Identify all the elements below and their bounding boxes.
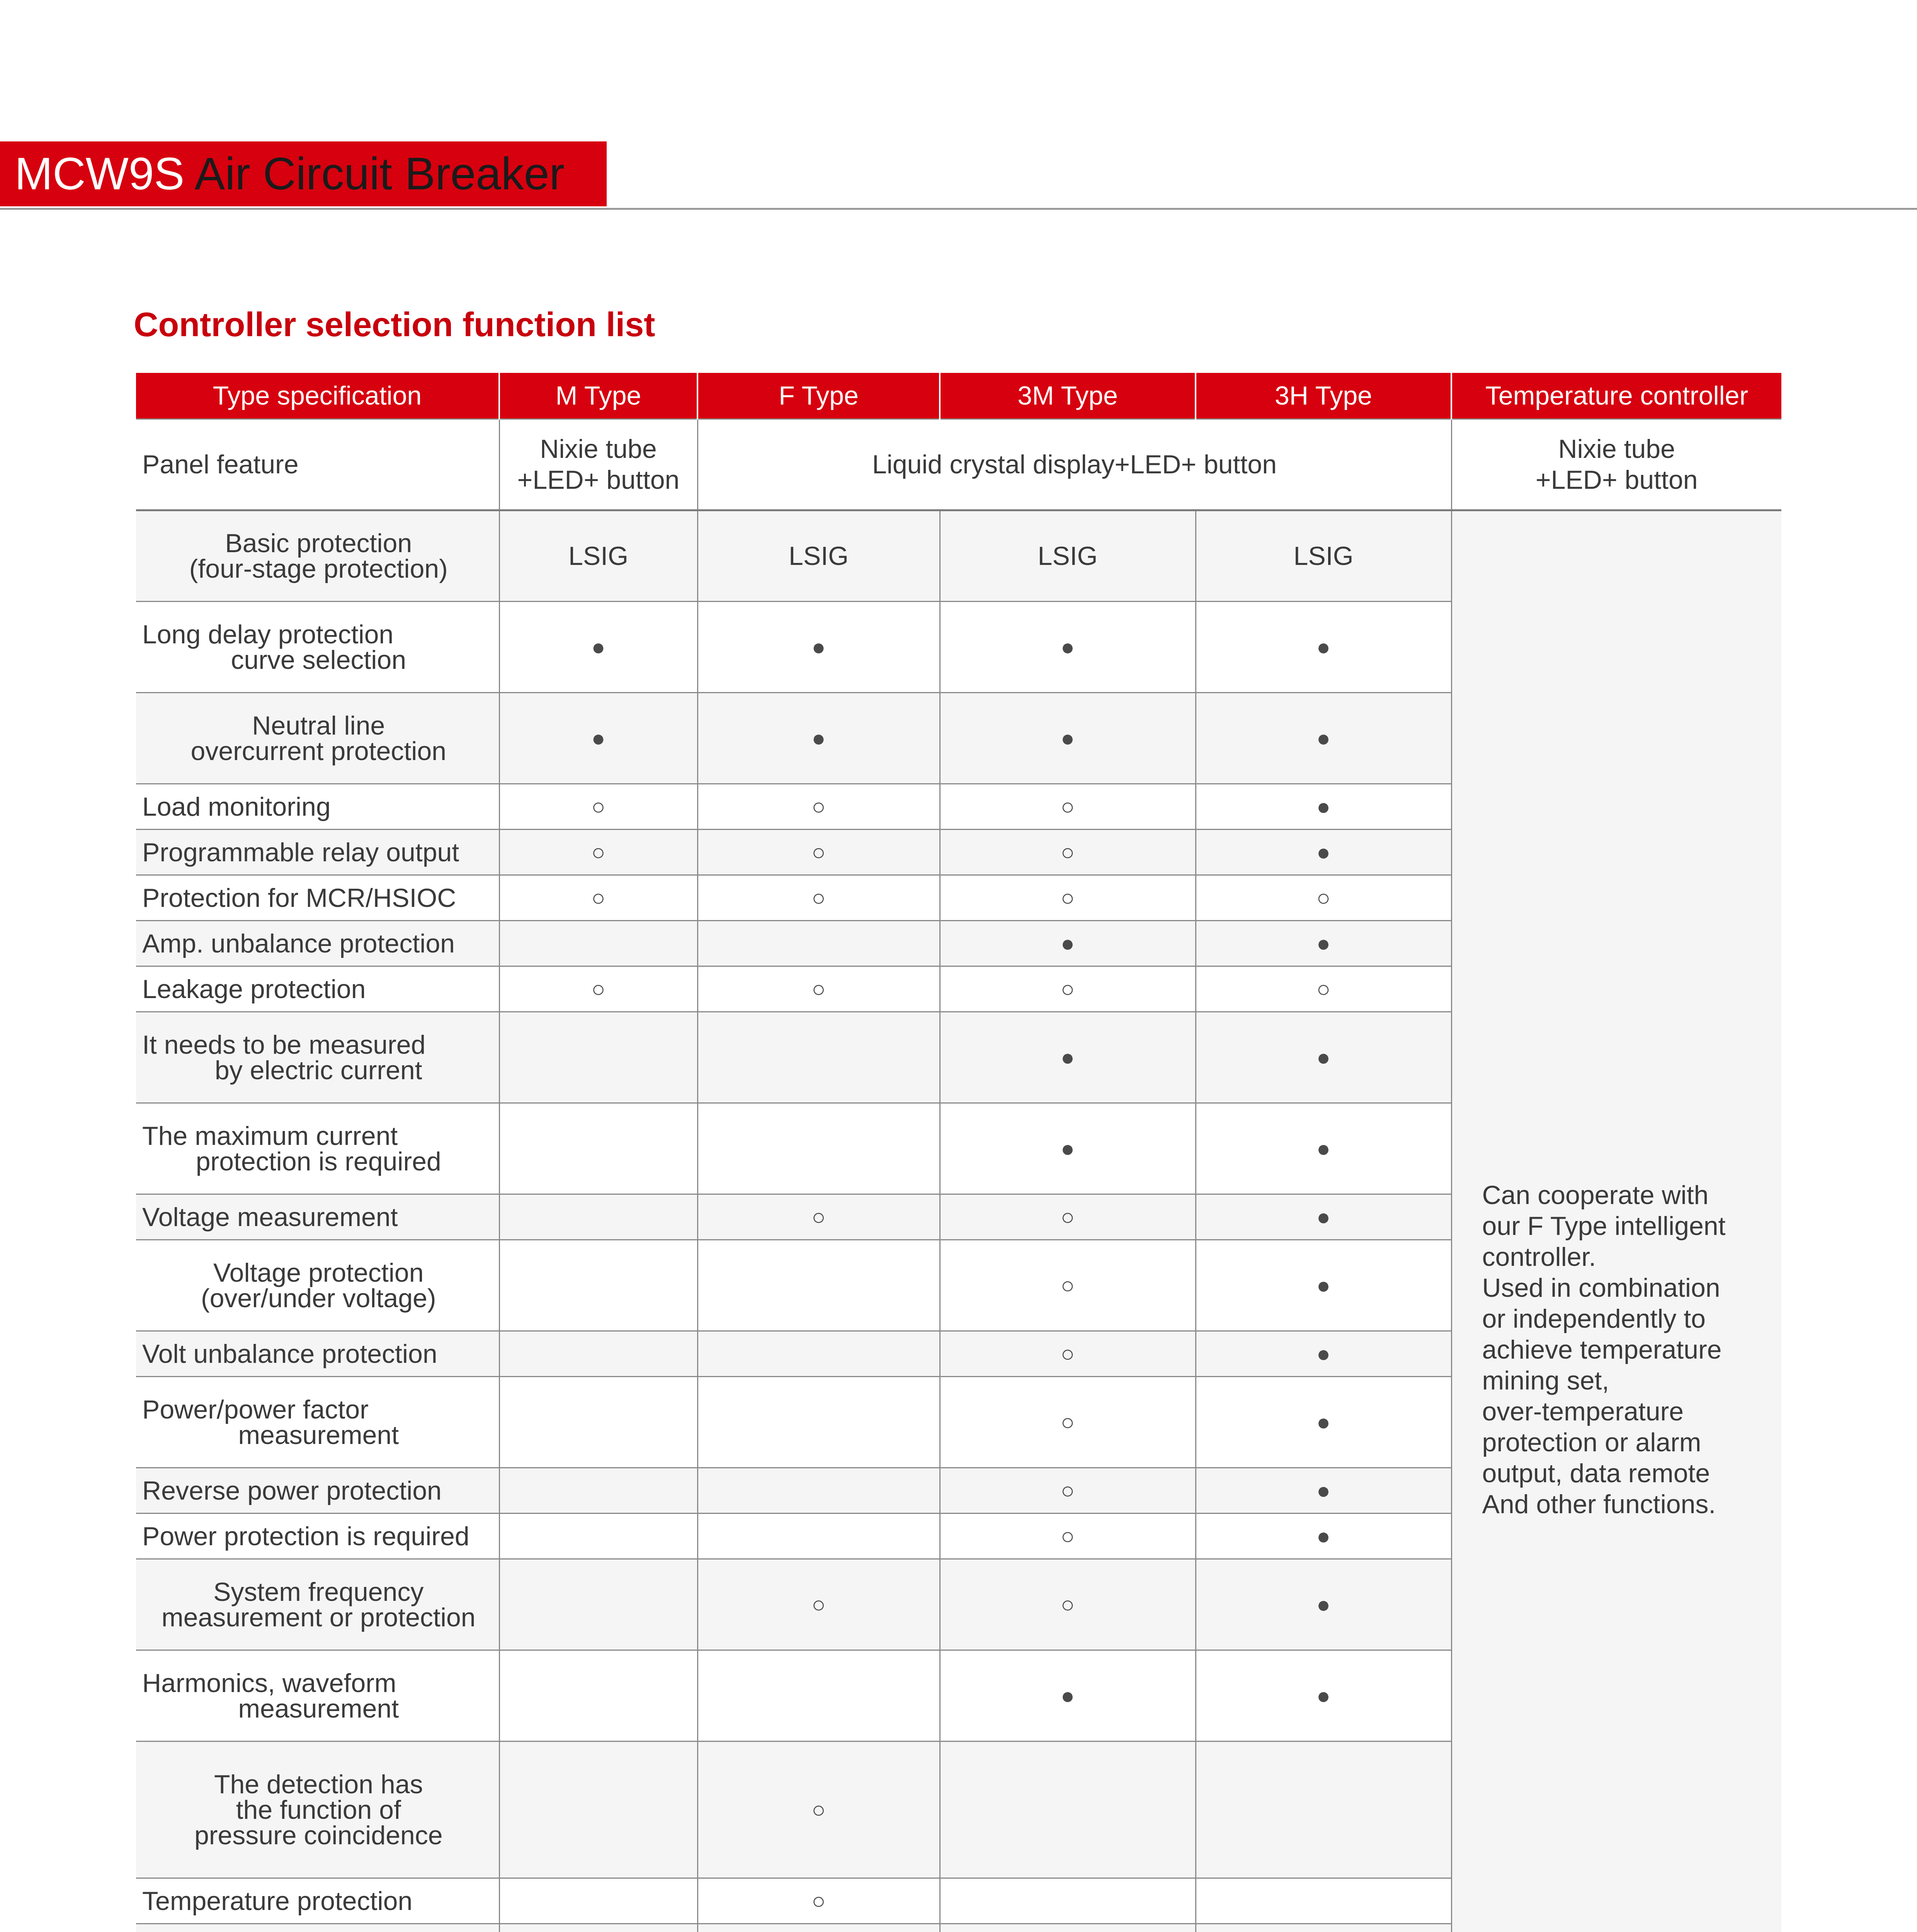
- row-label: [136, 1103, 499, 1194]
- note-line: mining set,: [1482, 1366, 1609, 1395]
- table-cell: ●: [1196, 784, 1451, 830]
- section-title: Controller selection function list: [134, 305, 655, 344]
- table-cell: [940, 1878, 1196, 1924]
- table-cell: [697, 1377, 940, 1468]
- row-label: [136, 419, 499, 510]
- table-cell: ●: [940, 1650, 1196, 1742]
- table-cell: LSIG: [1196, 510, 1451, 602]
- row-label: [136, 1514, 499, 1559]
- row-label-line: Basic protection: [225, 529, 412, 558]
- table-cell: ○: [940, 830, 1196, 875]
- row-label-line: Harmonics, waveform: [142, 1668, 396, 1698]
- table-cell: [499, 1012, 697, 1103]
- table-cell: [1196, 1924, 1451, 1932]
- table-cell: [499, 1514, 697, 1559]
- note-line: achieve temperature: [1482, 1335, 1722, 1364]
- table-cell: [499, 1331, 697, 1377]
- row-label-line: The detection has: [214, 1769, 423, 1799]
- header-product: Air Circuit Breaker: [184, 148, 565, 199]
- column-header: M Type: [499, 373, 697, 419]
- table-cell: ●: [1196, 1240, 1451, 1331]
- row-label-line: (four-stage protection): [189, 554, 448, 583]
- table-cell: ○: [940, 966, 1196, 1012]
- table-cell: ●: [1196, 1559, 1451, 1650]
- table-cell: [1196, 1878, 1451, 1924]
- table-cell: [697, 1514, 940, 1559]
- table-cell: ○: [697, 1742, 940, 1878]
- table-cell: ○: [697, 966, 940, 1012]
- table-cell: [1451, 419, 1781, 510]
- row-label-line: Temperature protection: [142, 1886, 413, 1916]
- row-label: [136, 602, 499, 693]
- row-label: [136, 1742, 499, 1878]
- note-line: Used in combination: [1482, 1273, 1720, 1303]
- row-label: [136, 1559, 499, 1650]
- row-label-line: System frequency: [213, 1577, 424, 1607]
- row-label-line: measurement or protection: [161, 1602, 476, 1632]
- note-line: output, data remote: [1482, 1459, 1710, 1488]
- table-cell: ●: [1196, 1103, 1451, 1194]
- row-label-line: measurement: [238, 1694, 399, 1723]
- note-line: our F Type intelligent: [1482, 1211, 1726, 1241]
- table-cell: [697, 1331, 940, 1377]
- table-cell: ●: [499, 693, 697, 784]
- table-cell: ●: [1196, 1377, 1451, 1468]
- table-cell: ●: [940, 602, 1196, 693]
- row-label-line: Volt unbalance protection: [142, 1339, 437, 1369]
- row-label: [136, 784, 499, 830]
- row-label-line: Protection for MCR/HSIOC: [142, 883, 456, 913]
- row-label-line: Programmable relay output: [142, 837, 459, 867]
- table-cell: ●: [499, 602, 697, 693]
- column-header: 3H Type: [1196, 373, 1451, 419]
- table-row-panel-feature: [136, 419, 1781, 510]
- column-header: 3M Type: [940, 373, 1196, 419]
- note-line: Can cooperate with: [1482, 1180, 1709, 1210]
- table-cell: [499, 1240, 697, 1331]
- row-label-line: Voltage protection: [213, 1258, 424, 1287]
- row-label-line: Reverse power protection: [142, 1476, 442, 1505]
- column-header: Type specification: [136, 373, 499, 419]
- header-model: MCW9S: [15, 148, 185, 199]
- table-cell: ○: [940, 784, 1196, 830]
- table-cell: Liquid crystal display+LED+ button: [697, 419, 1451, 510]
- table-cell: [499, 1924, 697, 1932]
- row-label-line: It needs to be measured: [142, 1030, 426, 1060]
- table-cell: ○: [940, 1514, 1196, 1559]
- row-label-line: Load monitoring: [142, 792, 331, 821]
- table-cell: ○: [940, 1194, 1196, 1240]
- row-label: [136, 1240, 499, 1331]
- table-cell: [697, 1650, 940, 1742]
- table-cell: ●: [940, 693, 1196, 784]
- cell-line: Nixie tube: [1558, 434, 1675, 464]
- note-line: over-temperature: [1482, 1397, 1684, 1426]
- table-cell: [499, 1377, 697, 1468]
- row-label: [136, 921, 499, 966]
- table-cell: [499, 1878, 697, 1924]
- row-label-line: Leakage protection: [142, 974, 366, 1004]
- table-cell: [499, 1559, 697, 1650]
- row-label: [136, 693, 499, 784]
- note-line: protection or alarm: [1482, 1428, 1701, 1457]
- table-cell: ●: [1196, 921, 1451, 966]
- row-label-line: (over/under voltage): [201, 1283, 436, 1313]
- column-header: Temperature controller: [1451, 373, 1781, 419]
- table-cell: [697, 1012, 940, 1103]
- row-label: [136, 1924, 499, 1932]
- table-cell: ○: [940, 875, 1196, 921]
- table-cell: ●: [940, 921, 1196, 966]
- row-label: [136, 1878, 499, 1924]
- row-label-line: Power protection is required: [142, 1521, 469, 1551]
- table-cell: ○: [940, 1331, 1196, 1377]
- table-cell: LSIG: [940, 510, 1196, 602]
- table-cell: ○: [1196, 875, 1451, 921]
- table-cell: [499, 1103, 697, 1194]
- note-line: And other functions.: [1482, 1490, 1716, 1519]
- table-cell: ○: [499, 784, 697, 830]
- header-divider: [0, 208, 1917, 210]
- table-cell: [499, 1468, 697, 1514]
- table-cell: [697, 921, 940, 966]
- table-cell: ○: [697, 784, 940, 830]
- table-cell: [499, 419, 697, 510]
- table-cell: [697, 1468, 940, 1514]
- cell-line: Nixie tube: [540, 434, 657, 464]
- table-cell: ●: [1196, 1650, 1451, 1742]
- row-label-line: The maximum current: [142, 1121, 398, 1151]
- table-cell: ○: [940, 1240, 1196, 1331]
- note-line: or independently to: [1482, 1304, 1706, 1333]
- row-label-line: Panel feature: [142, 450, 299, 479]
- table-cell: ●: [940, 1012, 1196, 1103]
- row-label: [136, 1377, 499, 1468]
- table-cell: ●: [1196, 830, 1451, 875]
- cell-line: +LED+ button: [517, 465, 680, 495]
- table-cell: [499, 1194, 697, 1240]
- row-label-line: Voltage measurement: [142, 1202, 398, 1232]
- row-label: [136, 1331, 499, 1377]
- table-cell: ○: [1196, 966, 1451, 1012]
- table-cell: ○: [499, 966, 697, 1012]
- temperature-controller-note: [1451, 510, 1781, 1932]
- table-cell: ○: [940, 1377, 1196, 1468]
- row-label: [136, 966, 499, 1012]
- row-label: [136, 510, 499, 602]
- table-cell: ●: [697, 693, 940, 784]
- table-cell: ○: [697, 1194, 940, 1240]
- row-label-line: Power/power factor: [142, 1395, 369, 1424]
- table-cell: [697, 1240, 940, 1331]
- table-cell: ●: [1196, 1194, 1451, 1240]
- table-cell: ○: [697, 875, 940, 921]
- table-row: [136, 510, 1781, 602]
- row-label-line: by electric current: [214, 1055, 422, 1085]
- table-cell: [940, 1742, 1196, 1878]
- table-cell: ●: [1196, 602, 1451, 693]
- row-label: [136, 875, 499, 921]
- table-cell: ●: [1196, 1331, 1451, 1377]
- table-cell: ○: [940, 1559, 1196, 1650]
- table-cell: ○: [499, 875, 697, 921]
- table-cell: [697, 1103, 940, 1194]
- table-cell: [499, 921, 697, 966]
- cell-line: +LED+ button: [1535, 465, 1698, 495]
- table-cell: [499, 1650, 697, 1742]
- table-cell: ●: [697, 602, 940, 693]
- table-cell: ○: [697, 1559, 940, 1650]
- table-cell: ●: [940, 1103, 1196, 1194]
- controller-function-table: [136, 373, 1781, 1932]
- row-label-line: the function of: [236, 1795, 401, 1825]
- table-cell: ○: [697, 1878, 940, 1924]
- table-cell: ○: [697, 830, 940, 875]
- row-label-line: curve selection: [231, 645, 407, 675]
- row-label: [136, 1012, 499, 1103]
- table-cell: ○: [940, 1468, 1196, 1514]
- table-cell: LSIG: [499, 510, 697, 602]
- header-banner: [0, 141, 607, 206]
- table-cell: [499, 1742, 697, 1878]
- table-cell: ●: [1196, 1468, 1451, 1514]
- table-cell: ●: [1196, 1012, 1451, 1103]
- row-label-line: Long delay protection: [142, 619, 394, 649]
- row-label-line: protection is required: [196, 1146, 441, 1176]
- column-header: F Type: [697, 373, 940, 419]
- table-cell: ○: [499, 830, 697, 875]
- row-label-line: measurement: [238, 1420, 399, 1450]
- row-label-line: pressure coincidence: [194, 1820, 443, 1850]
- row-label: [136, 830, 499, 875]
- row-label-line: Neutral line: [252, 711, 385, 740]
- table-cell: [1196, 1742, 1451, 1878]
- table-cell: [697, 1924, 940, 1932]
- row-label: [136, 1468, 499, 1514]
- row-label-line: Amp. unbalance protection: [142, 929, 455, 958]
- row-label: [136, 1194, 499, 1240]
- table-cell: [940, 1924, 1196, 1932]
- row-label-line: overcurrent protection: [191, 736, 446, 766]
- note-line: controller.: [1482, 1242, 1596, 1272]
- header-title: [15, 141, 565, 206]
- table-header-row: [136, 373, 1781, 419]
- table-cell: LSIG: [697, 510, 940, 602]
- row-label: [136, 1650, 499, 1742]
- table-cell: ●: [1196, 1514, 1451, 1559]
- table-cell: ●: [1196, 693, 1451, 784]
